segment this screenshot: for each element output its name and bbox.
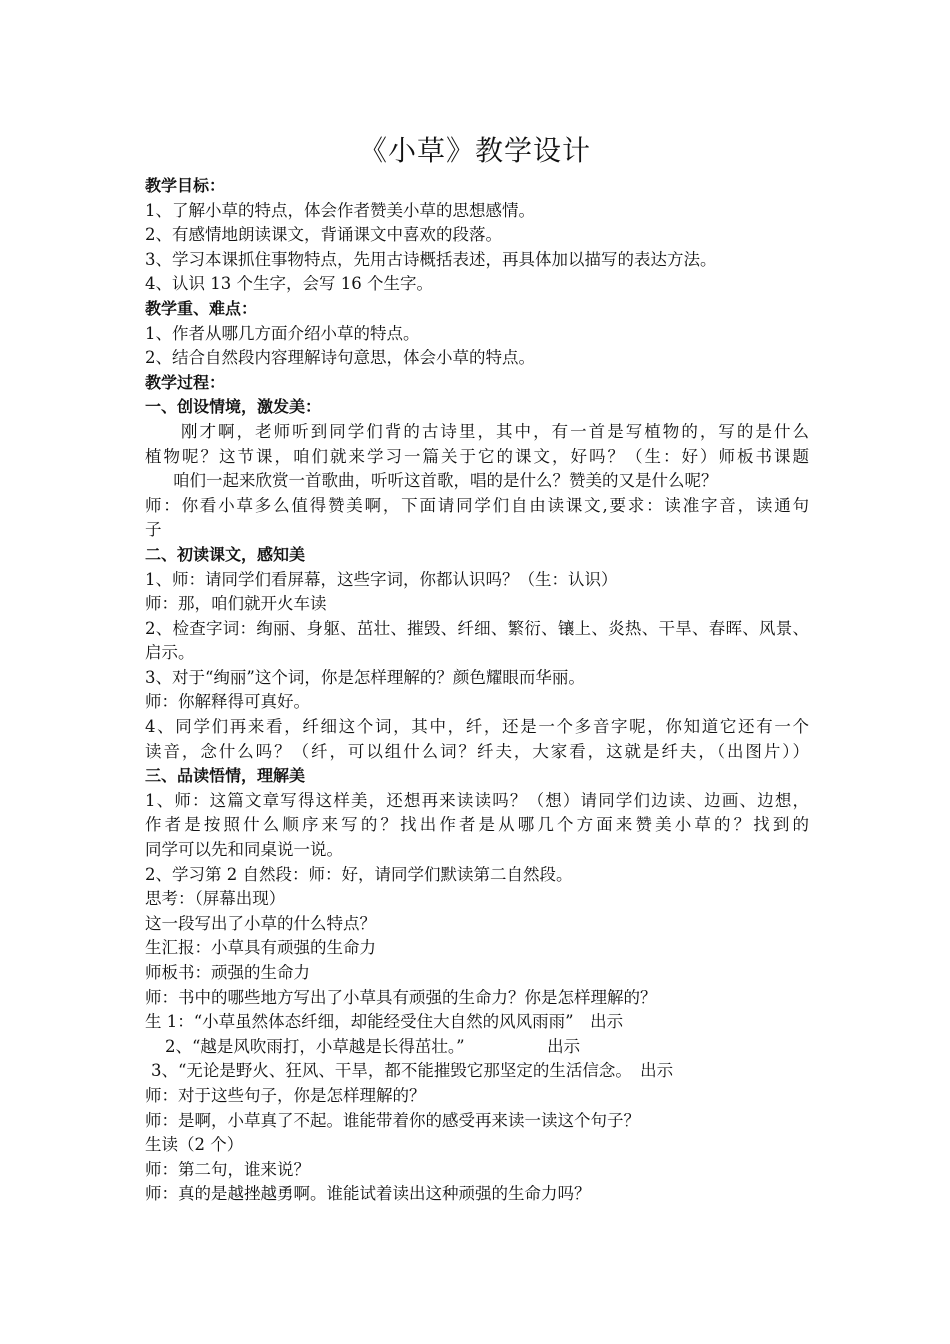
text-line: 1、师：这篇文章写得这样美，还想再来读读吗？（想）请同学们边读、边画、边想， — [145, 790, 809, 810]
text-line: 思考：（屏幕出现） — [145, 889, 286, 909]
section-heading: 一、创设情境，激发美： — [145, 397, 322, 417]
text-line: 2、“越是风吹雨打，小草越是长得茁壮。” 出示 — [165, 1036, 581, 1056]
section-heading: 二、初读课文，感知美 — [145, 544, 306, 564]
text-line: 这一段写出了小草的什么特点？ — [145, 913, 376, 933]
text-line: 4、认识 13 个生字，会写 16 个生字。 — [145, 274, 433, 294]
section-heading: 教学重、难点： — [145, 298, 258, 318]
section-heading: 教学过程： — [145, 372, 226, 392]
text-line: 生 1：“小草虽然体态纤细，却能经受住大自然的风风雨雨” 出示 — [145, 1012, 624, 1032]
text-line: 师：那，咱们就开火车读 — [145, 594, 327, 614]
section-heading: 教学目标： — [145, 176, 226, 195]
text-line: 师板书：顽强的生命力 — [145, 963, 310, 982]
text-line: 启示。 — [145, 643, 195, 663]
document-title: 《小草》教学设计 — [358, 134, 591, 167]
text-line: 师：你解释得可真好。 — [145, 692, 310, 712]
text-line: 同学可以先和同桌说一说。 — [145, 840, 343, 860]
text-line: 1、了解小草的特点，体会作者赞美小草的思想感情。 — [145, 200, 535, 220]
text-line: 2、结合自然段内容理解诗句意思，体会小草的特点。 — [145, 348, 535, 368]
text-line: 读音，念什么吗？（纤，可以组什么词？纤夫，大家看，这就是纤夫，（出图片）） — [145, 741, 809, 761]
text-line: 师：书中的哪些地方写出了小草具有顽强的生命力？你是怎样理解的？ — [145, 987, 657, 1007]
text-line: 1、作者从哪几方面介绍小草的特点。 — [145, 323, 420, 343]
text-line: 刚才啊，老师听到同学们背的古诗里，其中，有一首是写植物的，写的是什么 — [181, 421, 809, 441]
text-line: 生汇报：小草具有顽强的生命力 — [145, 938, 376, 958]
document-body — [145, 174, 809, 1207]
text-line: 1、师：请同学们看屏幕，这些字词，你都认识吗？（生：认识） — [145, 569, 618, 589]
text-line: 师：第二句，谁来说？ — [145, 1159, 310, 1179]
text-line: 4、同学们再来看，纤细这个词，其中，纤，还是一个多音字呢，你知道它还有一个 — [145, 717, 809, 737]
text-line: 3、“无论是野火、狂风、干旱，都不能摧毁它那坚定的生活信念。 出示 — [151, 1061, 674, 1081]
text-line: 咱们一起来欣赏一首歌曲，听听这首歌，唱的是什么？赞美的又是什么呢？ — [173, 471, 718, 491]
text-line: 植物呢？这节课，咱们就来学习一篇关于它的课文，好吗？（生：好）师板书课题 — [145, 446, 809, 466]
text-line: 师：是啊，小草真了不起。谁能带着你的感受再来读一读这个句子？ — [145, 1110, 640, 1130]
text-line: 3、学习本课抓住事物特点，先用古诗概括表述，再具体加以描写的表达方法。 — [145, 249, 717, 269]
text-line: 2、有感情地朗读课文，背诵课文中喜欢的段落。 — [145, 225, 502, 245]
text-line: 师：真的是越挫越勇啊。谁能试着读出这种顽强的生命力吗？ — [145, 1184, 591, 1204]
text-line: 3、对于“绚丽”这个词，你是怎样理解的？颜色耀眼而华丽。 — [145, 667, 585, 687]
text-line: 师：对于这些句子，你是怎样理解的？ — [145, 1085, 426, 1105]
text-line: 2、学习第 2 自然段：师：好，请同学们默读第二自然段。 — [145, 864, 573, 884]
text-line: 子 — [145, 520, 162, 540]
text-line: 生读（2 个） — [145, 1135, 244, 1155]
text-line: 师：你看小草多么值得赞美啊，下面请同学们自由读课文,要求：读准字音，读通句 — [145, 495, 809, 515]
section-heading: 三、品读悟情，理解美 — [145, 766, 306, 786]
text-line: 2、检查字词：绚丽、身躯、茁壮、摧毁、纤细、繁衍、镶上、炎热、干旱、春晖、风景、 — [145, 618, 809, 638]
text-line: 作者是按照什么顺序来写的？找出作者是从哪几个方面来赞美小草的？找到的 — [145, 815, 809, 835]
